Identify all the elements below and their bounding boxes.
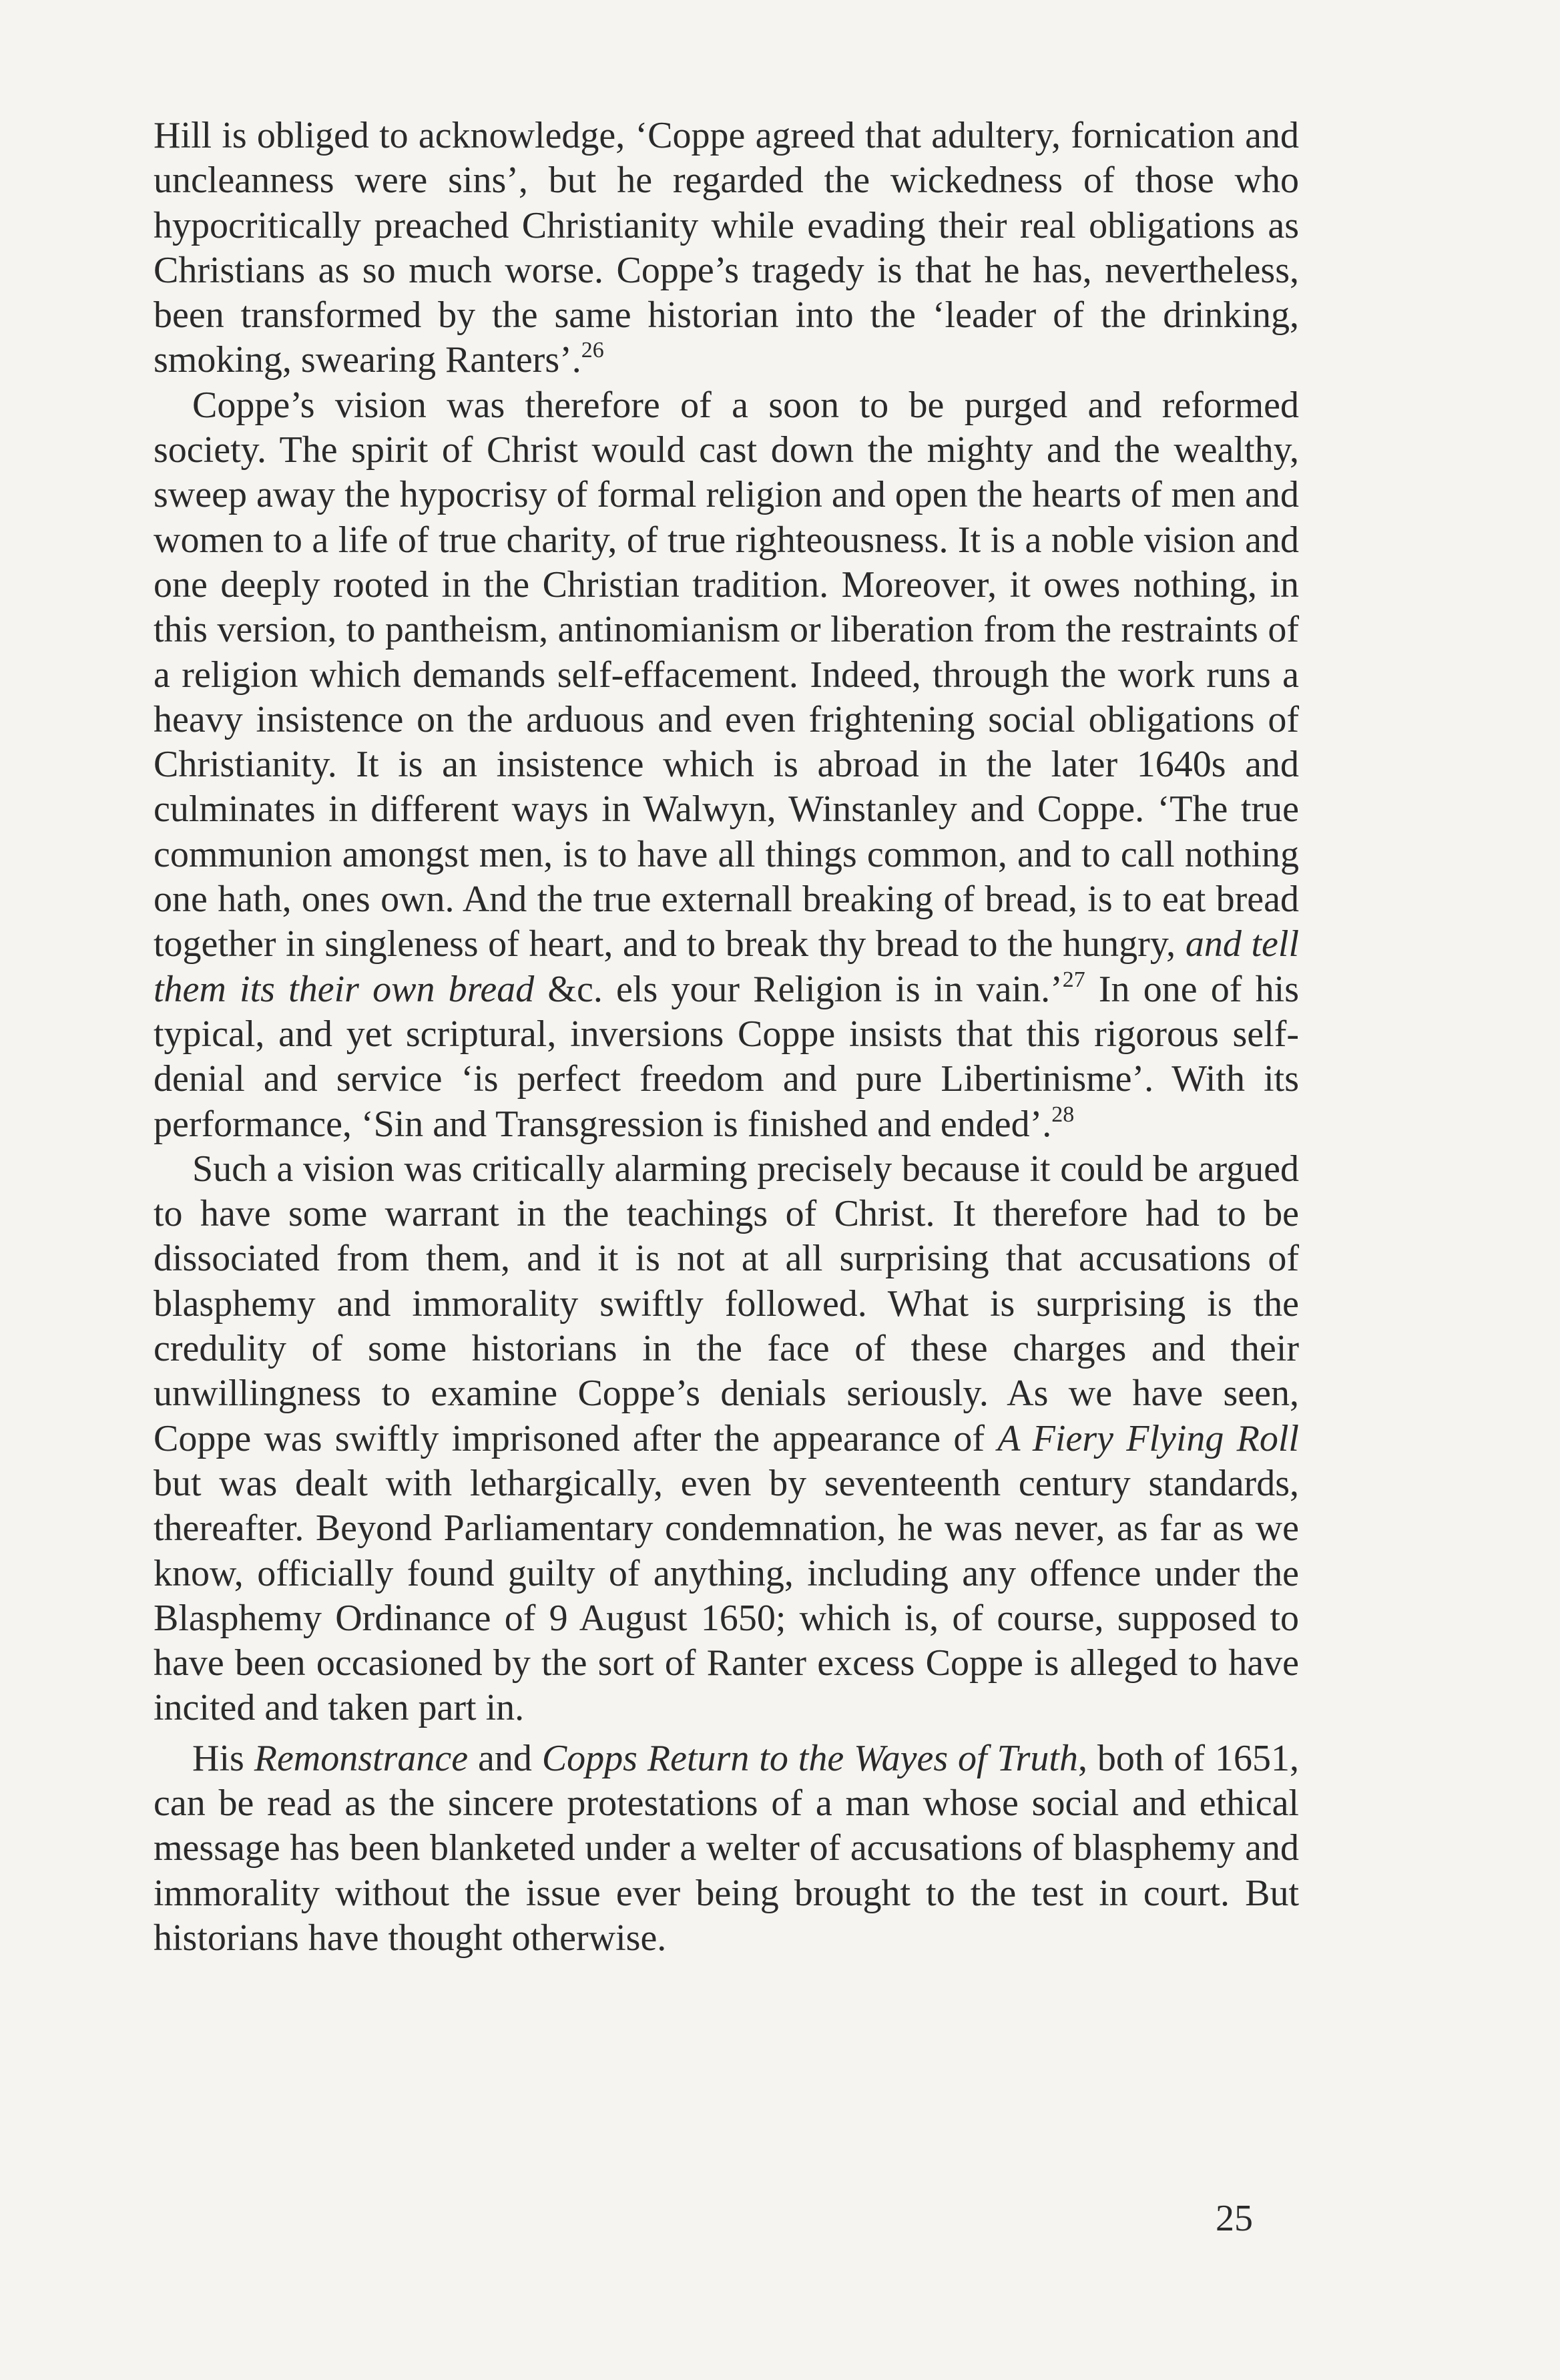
- italic-title: and tell them its their own bread: [154, 923, 1300, 1010]
- text-run: Coppe’s vision was therefore of a soon to be purged and reformed society. The spirit of Christ would cast down the mighty and the wealthy, sweep away the hypocrisy of formal religion and open the hearts of men and women to a life of true charity, of true righteousness. It is a noble vision and one deeply rooted in the Christian tradition. Moreover, it owes nothing, in this version, to pantheism, antinomianism or liberation from the restraints of a religion which demands self-effacement. Indeed, through the work runs a heavy insistence on the arduous and even frightening social obligations of Christianity. It is an insistence which is abroad in the later 1640s and culminates in different ways in Walwyn, Winstanley and Coppe. ‘The true communion amongst men, is to have all things common, and to call nothing one hath, ones own. And the true externall breaking of bread, is to eat bread together in singleness of heart, and to break thy bread to the hungry,: [154, 384, 1299, 965]
- italic-title: Copps Return to the Wayes of Truth: [541, 1737, 1078, 1779]
- italic-title: A Fiery Flying Roll: [997, 1417, 1299, 1459]
- paragraph-1: [154, 113, 1299, 383]
- footnote-ref: 28: [1051, 1102, 1075, 1127]
- text-run: &c. els your Religion is in vain.’: [534, 968, 1063, 1010]
- footnote-ref: 26: [581, 338, 604, 363]
- body-text: [154, 113, 1299, 1961]
- paragraph-4: [154, 1736, 1299, 1961]
- paragraph-2: [154, 383, 1299, 1147]
- page-number: 25: [1216, 2198, 1253, 2239]
- text-run: and: [468, 1737, 542, 1779]
- footnote-ref: 27: [1062, 967, 1085, 992]
- text-run: Hill is obliged to acknowledge, ‘Coppe agreed that adultery, fornication and uncleanness were sins’, but he regarded the wickedness of those who hypocritically preached Christianity while evading their real obligations as Christians as so much worse. Coppe’s tragedy is that he has, nevertheless, been transformed by the same historian into the ‘leader of the drinking, smoking, swearing Ranters’.: [154, 115, 1299, 381]
- text-run: In one of his typical, and yet scriptural, inversions Coppe insists that this rigorous self-denial and service ‘is perfect freedom and pure Libertinisme’. With its performance, ‘Sin and Transgression is finished and ended’.: [154, 968, 1299, 1145]
- italic-title: Remonstrance: [254, 1737, 469, 1779]
- text-run: His: [192, 1737, 254, 1779]
- text-run: Such a vision was critically alarming precisely because it could be argued to have some warrant in the teachings of Christ. It therefore had to be dissociated from them, and it is not at all surprising that accusations of blasphemy and immorality swiftly followed. What is surprising is the credulity of some historians in the face of these charges and their unwillingness to examine Coppe’s denials seriously. As we have seen, Coppe was swiftly imprisoned after the appearance of: [154, 1148, 1299, 1459]
- text-run: but was dealt with lethargically, even by seventeenth century standards, thereafter. Beyond Parliamentary condemnation, he was never, as far as we know, officially found guilty of anything, including any offence under the Blasphemy Ordinance of 9 August 1650; which is, of course, supposed to have been occasioned by the sort of Ranter excess Coppe is alleged to have incited and taken part in.: [154, 1462, 1299, 1729]
- text-run: , both of 1651, can be read as the sincere protestations of a man whose social and ethical message has been blanketed under a welter of accusations of blasphemy and immorality without the issue ever being brought to the test in court. But historians have thought otherwise.: [154, 1737, 1299, 1959]
- paragraph-3: [154, 1147, 1299, 1731]
